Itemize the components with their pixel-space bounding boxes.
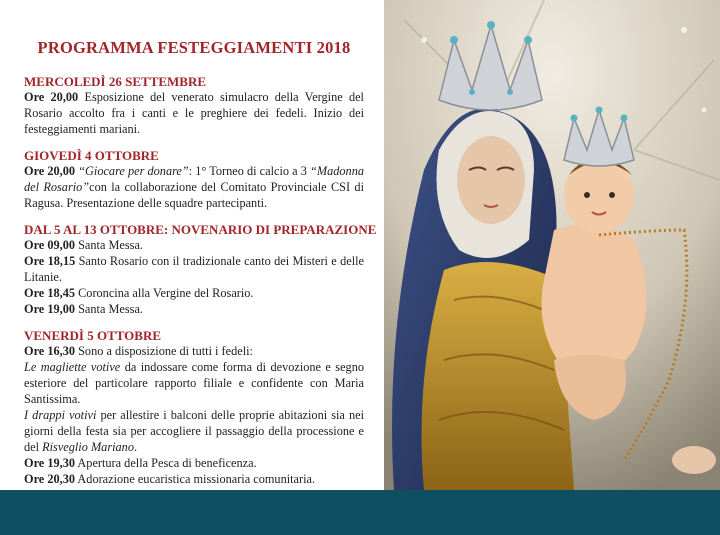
- item-italic: Risveglio Mariano: [42, 440, 134, 454]
- section-heading: MERCOLEDÌ 26 SETTEMBRE: [24, 74, 207, 89]
- madonna-statue-photo: [384, 0, 720, 490]
- item-italic: “Madonna del Rosario”: [24, 164, 364, 194]
- item-text: Adorazione eucaristica missionaria comunitaria.: [75, 472, 316, 486]
- statue-illustration: [384, 0, 720, 490]
- item-italic: Le magliette votive: [24, 360, 121, 374]
- programme-item: [24, 253, 364, 285]
- programme-item: [24, 285, 364, 301]
- item-text: Santa Messa.: [75, 302, 143, 316]
- section-heading: DAL 5 AL 13 OTTOBRE: NOVENARIO DI PREPARAZIONE: [24, 222, 377, 237]
- section-novenario: [24, 222, 377, 317]
- item-time: Ore 09,00: [24, 238, 76, 252]
- item-time: Ore 18,45: [24, 286, 76, 300]
- programme-item: [24, 471, 364, 487]
- programme-item: [24, 89, 364, 137]
- item-italic: “Giocare per donare”: [75, 164, 189, 178]
- section-26-settembre: [24, 74, 364, 137]
- page-title: PROGRAMMA FESTEGGIAMENTI 2018: [37, 38, 351, 57]
- item-text: Sono a disposizione di tutti i fedeli:: [75, 344, 253, 358]
- programme-item: [24, 163, 364, 211]
- footer-band: [0, 490, 720, 535]
- section-5-ottobre: [24, 328, 364, 487]
- programme-text: [24, 30, 377, 498]
- programme-item: [24, 301, 364, 317]
- item-text: per allestire i balconi delle proprie abitazioni sia nei giorni della festa sia per accogliere il passaggio della processione e del: [24, 408, 364, 454]
- item-text: Coroncina alla Vergine del Rosario.: [75, 286, 254, 300]
- item-text: da indossare come forma di devozione e segno esteriore del particolare rapporto filiale e confidente con Maria Santissima.: [24, 360, 364, 406]
- item-time: Ore 19,00: [24, 302, 76, 316]
- item-time: Ore 18,15: [24, 254, 76, 268]
- item-text: Apertura della Pesca di beneficenza.: [75, 456, 257, 470]
- item-text: con la collaborazione del Comitato Provinciale CSI di Ragusa. Presentazione delle squadre partecipanti.: [24, 180, 364, 210]
- section-4-ottobre: [24, 148, 364, 211]
- programme-item: [24, 343, 364, 359]
- item-time: Ore 16,30: [24, 344, 76, 358]
- item-italic: I drappi votivi: [24, 408, 97, 422]
- programme-item: [24, 455, 364, 471]
- item-text: : 1° Torneo di calcio a 3: [188, 164, 311, 178]
- item-text: .: [133, 440, 138, 454]
- item-time: Ore 20,00: [24, 90, 79, 104]
- item-text: Santa Messa.: [75, 238, 143, 252]
- item-time: Ore 20,00: [24, 164, 76, 178]
- section-heading: VENERDÌ 5 OTTOBRE: [24, 328, 162, 343]
- programme-item: [24, 407, 364, 455]
- programme-item: [24, 237, 364, 253]
- item-text: Santo Rosario con il tradizionale canto dei Misteri e delle Litanie.: [24, 254, 364, 284]
- item-time: Ore 19,30: [24, 456, 76, 470]
- section-heading: GIOVEDÌ 4 OTTOBRE: [24, 148, 159, 163]
- programme-item: [24, 359, 364, 407]
- item-time: Ore 20,30: [24, 472, 76, 486]
- item-text: Esposizione del venerato simulacro della Vergine del Rosario accolto fra i canti e le preghiere dei fedeli. Inizio dei festeggiamenti mariani.: [24, 90, 364, 136]
